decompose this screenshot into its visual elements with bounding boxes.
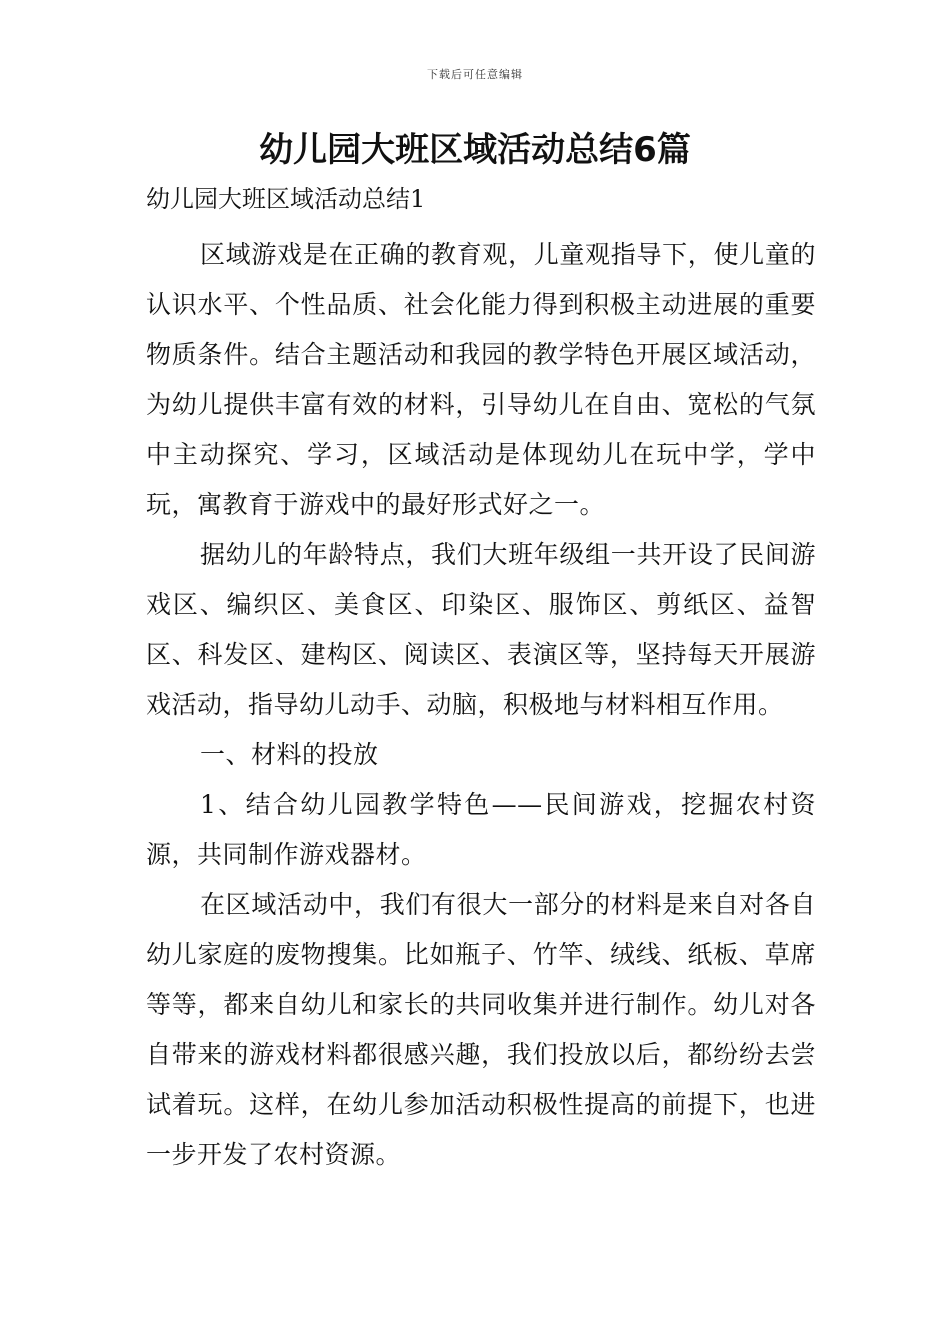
paragraph-materials: 在区域活动中，我们有很大一部分的材料是来自对各自幼儿家庭的废物搜集。比如瓶子、竹竿、绒线、纸板、草席等等，都来自幼儿和家长的共同收集并进行制作。幼儿对各自带来的游戏材料都很感兴趣，我们投放以后，都纷纷去尝试着玩。这样，在幼儿参加活动积极性提高的前提下，也进一步开发了农村资源。	[146, 890, 816, 1169]
document-title: 幼儿园大班区域活动总结6篇	[259, 130, 691, 170]
header-note: 下载后可任意编辑	[427, 68, 523, 81]
paragraph-intro: 区域游戏是在正确的教育观，儿童观指导下，使儿童的认识水平、个性品质、社会化能力得到积极主动进展的重要物质条件。结合主题活动和我园的教学特色开展区域活动，为幼儿提供丰富有效的材料，引导幼儿在自由、宽松的气氛中主动探究、学习，区域活动是体现幼儿在玩中学，学中玩，寓教育于游戏中的最好形式好之一。	[146, 240, 816, 519]
paragraph-areas: 据幼儿的年龄特点，我们大班年级组一共开设了民间游戏区、编织区、美食区、印染区、服饰区、剪纸区、益智区、科发区、建构区、阅读区、表演区等，坚持每天开展游戏活动，指导幼儿动手、动脑，积极地与材料相互作用。	[146, 540, 816, 719]
spacer	[146, 220, 816, 230]
section-title: 幼儿园大班区域活动总结1	[146, 185, 426, 213]
paragraph-point-1: 1、结合幼儿园教学特色——民间游戏，挖掘农村资源，共同制作游戏器材。	[146, 790, 816, 869]
heading-material-placement: 一、材料的投放	[200, 740, 379, 769]
document-body	[146, 180, 816, 1180]
